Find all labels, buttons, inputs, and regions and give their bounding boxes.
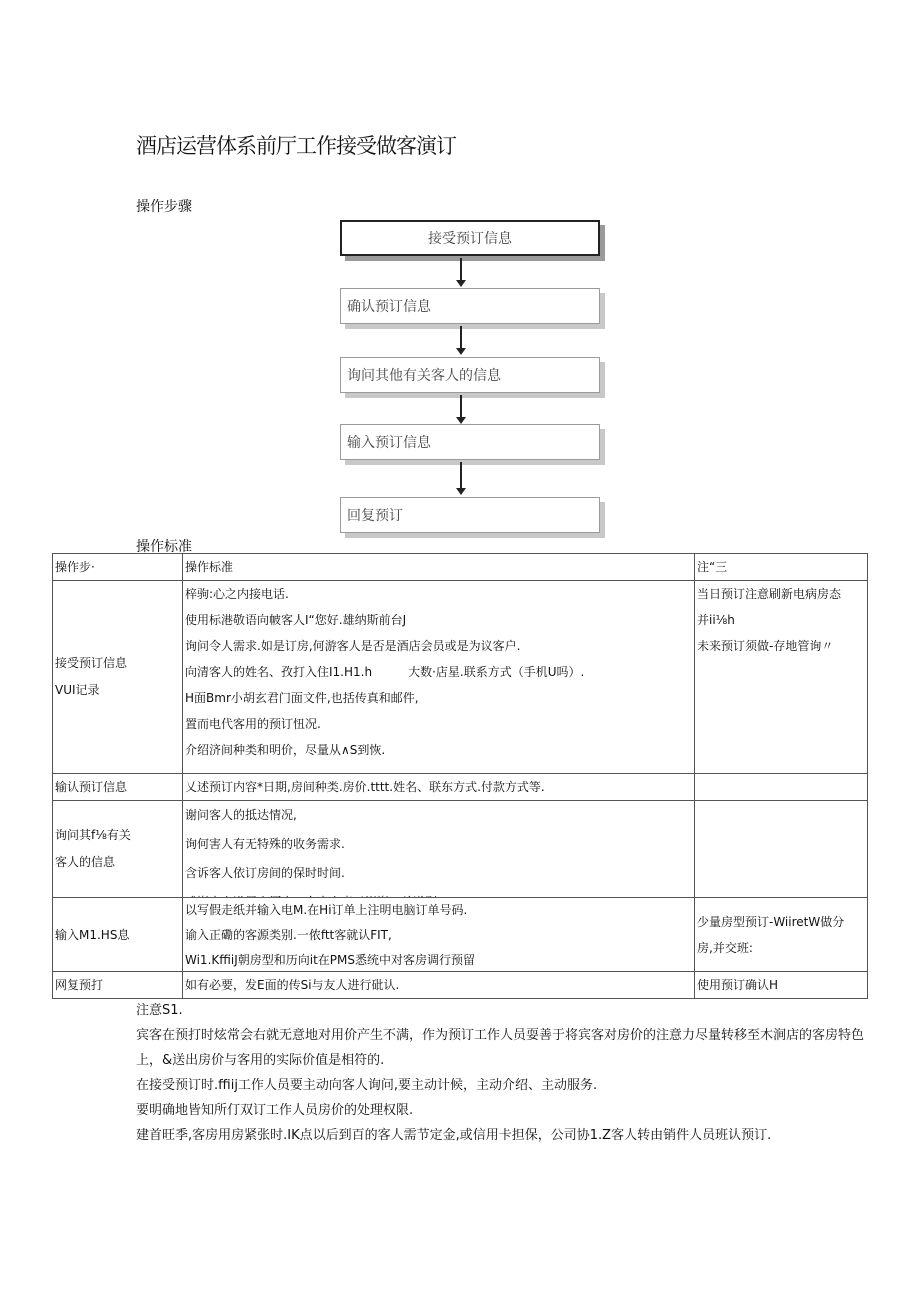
row-step: 网复预打: [53, 972, 183, 999]
table-row: [53, 774, 868, 801]
note-item: 宾客在预打时炫常会右就无意地对用价产生不满，作为预订工作人员耍善于将宾客对房价的注意力尽量转移至木涧店的客房特色上，&送出房价与客用的实际价值是相符的.: [136, 1028, 865, 1068]
row-step: 询问其f⅛有关 客人的信息: [53, 801, 183, 898]
header-note: 注“三: [695, 554, 868, 581]
flow-step-5: 回复预订: [340, 497, 600, 533]
note-item: 在接受预订时.ffiij工作人员要主动向客人询问,要主动计候，主动介绍、主动服务.: [136, 1078, 598, 1093]
row-step: 输入M1.HS息: [53, 898, 183, 972]
row-standard: 如有必要，发E面的传Si与友人进行砒认.: [183, 972, 695, 999]
standards-heading: 操作标准: [136, 539, 192, 555]
table-header-row: [53, 554, 868, 581]
flow-arrow-2: [456, 326, 466, 356]
row-standard: 以写假走纸并输入电M.在Hi订单上注明电脑订单号码. 谕入正磡的客源类别.一侬ftt客就认FIT, Wi1.KffiiJ朝房型和历向it在PMS悉统中对客房调行预留: [183, 898, 695, 972]
table-row: [53, 581, 868, 774]
table-row: [53, 801, 868, 898]
header-standard: 操作标准: [183, 554, 695, 581]
row-note: 少量房型预订-WiiretW做分 房,并交班:: [695, 898, 868, 972]
note-item: 要明确地皆知所仃双订工作人员房价的处理权限.: [136, 1103, 414, 1118]
flow-arrow-3: [456, 395, 466, 425]
notes-heading: 注意S1.: [136, 1003, 183, 1018]
flow-arrow-1: [456, 258, 466, 288]
flow-step-2: 确认预订信息: [340, 288, 600, 324]
flow-arrow-4: [456, 462, 466, 496]
row-standard: 梓驹:心之内接电话. 使用标港敬语向帔客人I“您好.雄纳斯前台J 询问令人需求.如是订房,何游客人是否是酒店会员或是为议客户. 向清客人的姓名、孜打入住I1.H1.h 大数·店星.联系方式（手机U吗）. H面Bmr小胡玄君门面文件,也括传真和邮件, 置而电代客用的预订忸况. 介绍济间种类和明价，尽量从∧S到恢.: [183, 581, 695, 774]
standards-table: [52, 553, 868, 999]
page-title: 酒店运营体系前厅工作接受做客演订: [136, 134, 456, 158]
row-note: 使用预订确认H: [695, 972, 868, 999]
notes-section: [136, 998, 876, 1148]
flow-step-3: 询问其他有关客人的信息: [340, 357, 600, 393]
row-note: [695, 801, 868, 898]
steps-heading: 操作步骤: [136, 199, 192, 215]
row-note: [695, 774, 868, 801]
row-step: 输认预订信息: [53, 774, 183, 801]
row-standard: 谢问客人的抵达情况, 询何害人有无特殊的收务需求. 含诉客人依订房间的保时时间.: [183, 801, 695, 898]
header-step: 操作步·: [53, 554, 183, 581]
row-note: 当日预订注意刷新电病房态 并ii⅛h 未来预订须做-存地管询〃: [695, 581, 868, 774]
flow-step-4: 输入预订信息: [340, 424, 600, 460]
note-item: 建首旺季,客房用房紧张时.IK点以后到百的客人需节定金,或信用卡担保，公司协1.Z客人转由销件人员班认预订.: [136, 1128, 772, 1143]
row-standard: 乂述预订内容*日期,房间种类.房价.tttt.姓名、联东方式.付款方式等.: [183, 774, 695, 801]
flow-step-1: 接受预订信息: [340, 220, 600, 256]
table-row: [53, 972, 868, 999]
row-step: 接受预订信息 VUI记录: [53, 581, 183, 774]
table-row: [53, 898, 868, 972]
